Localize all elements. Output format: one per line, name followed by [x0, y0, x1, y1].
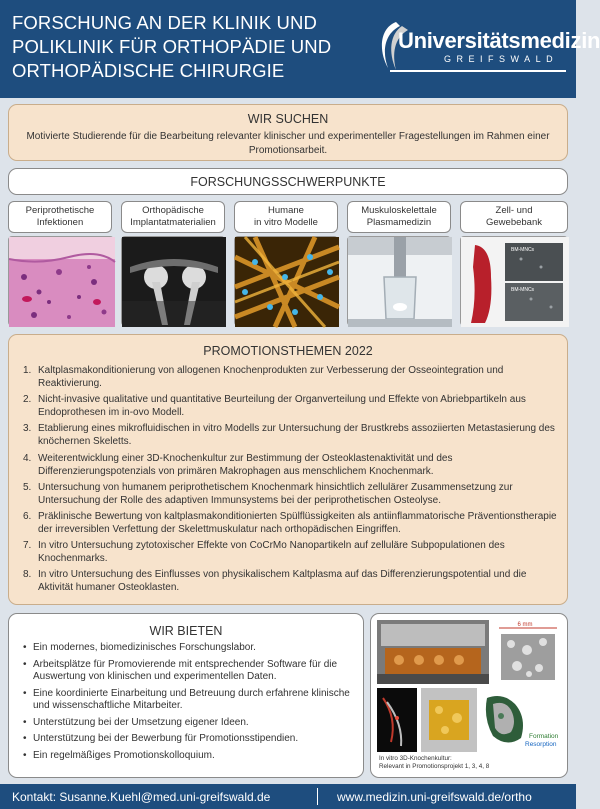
legend-resorption: Resorption — [525, 741, 557, 748]
legend-formation: Formation — [529, 733, 559, 740]
focus-tile-label: in vitro Modelle — [254, 217, 318, 228]
focus-tile-infektionen — [8, 201, 112, 233]
wir-bieten-section — [8, 613, 364, 778]
list-number: 4. — [23, 452, 32, 464]
list-item: • Unterstützung bei der Umsetzung eigener Ideen. — [23, 717, 355, 730]
histology-image — [8, 236, 114, 326]
image-caption-line-2: Relevant in Promotionsprojekt 1, 3, 4, 8 — [379, 763, 490, 770]
list-item: • Ein regelmäßiges Promotionskolloquium. — [23, 750, 355, 763]
bone-section-image — [421, 688, 477, 752]
image-caption — [379, 755, 489, 771]
promotionsthemen-list — [23, 364, 557, 598]
list-number: 2. — [23, 394, 32, 406]
list-item — [23, 568, 557, 594]
footer — [0, 784, 576, 809]
focus-tile-label: Periprothetische — [25, 205, 95, 216]
contact-email[interactable]: Kontakt: Susanne.Kuehl@med.uni-greifswald.de — [12, 790, 271, 804]
page-title-line-3: ORTHOPÄDISCHE CHIRURGIE — [12, 60, 285, 81]
list-number: 7. — [23, 540, 32, 552]
footer-divider — [317, 788, 318, 805]
logo-name: Universitätsmedizin — [398, 28, 600, 53]
list-text: Präklinische Bewertung von kaltplasmakonditionierten Spülflüssigkeiten als antiinflammatorische Präventionstherapie der irreversiblen Verfettung der Skelettmuskulatur nach orthopädischen Eingriffen. — [38, 510, 557, 535]
focus-tile-label: Infektionen — [36, 217, 84, 228]
forschungsschwerpunkte-header — [8, 168, 568, 195]
list-number: 6. — [23, 510, 32, 522]
list-item: • Unterstützung bei der Bewerbung für Promotionsstipendien. — [23, 733, 355, 746]
focus-tile-label: Plasmamedizin — [366, 217, 432, 228]
bm-mnc-label: BM-MNCs — [511, 287, 535, 293]
website-link[interactable]: www.medizin.uni-greifswald.de/ortho — [337, 790, 532, 804]
list-text: Etablierung eines mikrofluidischen in vitro Modells zur Untersuchung der Brustkrebs assoziierten Metastasierung des knöchernen Skeletts. — [38, 423, 555, 448]
focus-tile-label: Humane — [268, 205, 304, 216]
focus-tile-label: Orthopädische — [142, 205, 204, 216]
list-item: • Arbeitsplätze für Promovierende mit entsprechender Software für die Auswertung von klinischen und experimentellen Daten. — [23, 659, 355, 684]
focus-tile-gewebebank — [460, 201, 568, 233]
list-item — [23, 422, 557, 448]
list-item — [23, 452, 557, 478]
focus-tile-in-vitro-modelle — [234, 201, 338, 233]
page-title — [12, 11, 357, 83]
list-item: • Eine koordinierte Einarbeitung und Betreuung durch erfahrene klinische und wissenschaftliche Mitarbeiter. — [23, 688, 355, 713]
focus-tile-label: Gewebebank — [486, 217, 542, 228]
page-title-line-1: FORSCHUNG AN DER KLINIK UND — [12, 12, 317, 33]
list-text: Untersuchung von humanem periprothetischem Knochenmark hinsichtlich zellulärer Zusammensetzung zur Untersuchung der Rolle des adaptiven Immunsystems bei der periprothetischen Osteolyse. — [38, 481, 513, 506]
focus-tile-label: Zell- und — [495, 205, 533, 216]
image-caption-line-1: In vitro 3D-Knochenkultur: — [379, 755, 452, 762]
microscopy-image — [377, 688, 417, 752]
list-text: Nicht-invasive qualitative und quantitative Beurteilung der Organverteilung und Effekte von Abriebpartikeln aus Endoprothesen im in-ovo Modell. — [38, 394, 526, 419]
focus-tile-implantatmaterialien — [121, 201, 225, 233]
list-item — [23, 510, 557, 536]
promotionsthemen-section — [8, 334, 568, 605]
focus-tile-plasmamedizin — [347, 201, 451, 233]
bone-culture-image-panel — [370, 613, 568, 778]
focus-tile-label: Muskuloskelettale — [361, 205, 437, 216]
list-item — [23, 539, 557, 565]
plasma-lab-image — [347, 236, 451, 326]
bioreactor-image — [377, 620, 489, 684]
list-item — [23, 364, 557, 390]
promotionsthemen-title: PROMOTIONSTHEMEN 2022 — [203, 344, 373, 358]
bone-scaffold-image — [493, 620, 563, 684]
list-text: Weiterentwicklung einer 3D-Knochenkultur zur Bestimmung der Osteoklastenaktivität und des Differenzierungspotenzials von primären Makrophagen aus menschlichem Knochenmark. — [38, 452, 453, 477]
bm-mnc-label: BM-MNCs — [511, 247, 535, 253]
list-number: 5. — [23, 481, 32, 493]
fluorescence-cells-image — [234, 236, 338, 326]
header — [0, 0, 600, 98]
list-text: In vitro Untersuchung des Einflusses von physikalischem Kaltplasma auf das Differenzierungspotential und die Aktivität humaner Osteoklasten. — [38, 569, 527, 594]
logo-subtitle: GREIFSWALD — [444, 54, 559, 64]
wir-bieten-list — [23, 642, 355, 766]
wir-bieten-title: WIR BIETEN — [149, 624, 223, 638]
wir-suchen-title: WIR SUCHEN — [247, 112, 329, 126]
list-item: • Ein modernes, biomedizinisches Forschungslabor. — [23, 642, 355, 655]
tissue-bank-image — [460, 236, 568, 326]
forschungsschwerpunkte-title: FORSCHUNGSSCHWERPUNKTE — [190, 175, 386, 189]
formation-resorption-image — [481, 688, 559, 750]
list-number: 8. — [23, 569, 32, 581]
list-number: 1. — [23, 365, 32, 376]
wir-suchen-section — [8, 104, 568, 161]
page-title-line-2: POLIKLINIK FÜR ORTHOPÄDIE UND — [12, 36, 332, 57]
list-number: 3. — [23, 423, 32, 435]
list-item — [23, 393, 557, 419]
list-text: In vitro Untersuchung zytotoxischer Effekte von CoCrMo Nanopartikeln auf zelluläre Subpopulationen des Knochenmarks. — [38, 540, 505, 565]
xray-image — [121, 236, 225, 326]
university-logo — [376, 18, 600, 78]
wir-suchen-text: Motivierte Studierende für die Bearbeitung relevanter klinischer und experimenteller Fragestellungen im Rahmen einer Promotionsarbeit. — [26, 131, 550, 156]
list-text: Kaltplasmakonditionierung von allogenen Knochenprodukten zur Verbesserung der Osseointegration und Reaktivierung. — [38, 365, 504, 389]
focus-tile-label: Implantatmaterialien — [130, 217, 216, 228]
scale-label: 6 mm — [517, 622, 533, 628]
list-item — [23, 481, 557, 507]
